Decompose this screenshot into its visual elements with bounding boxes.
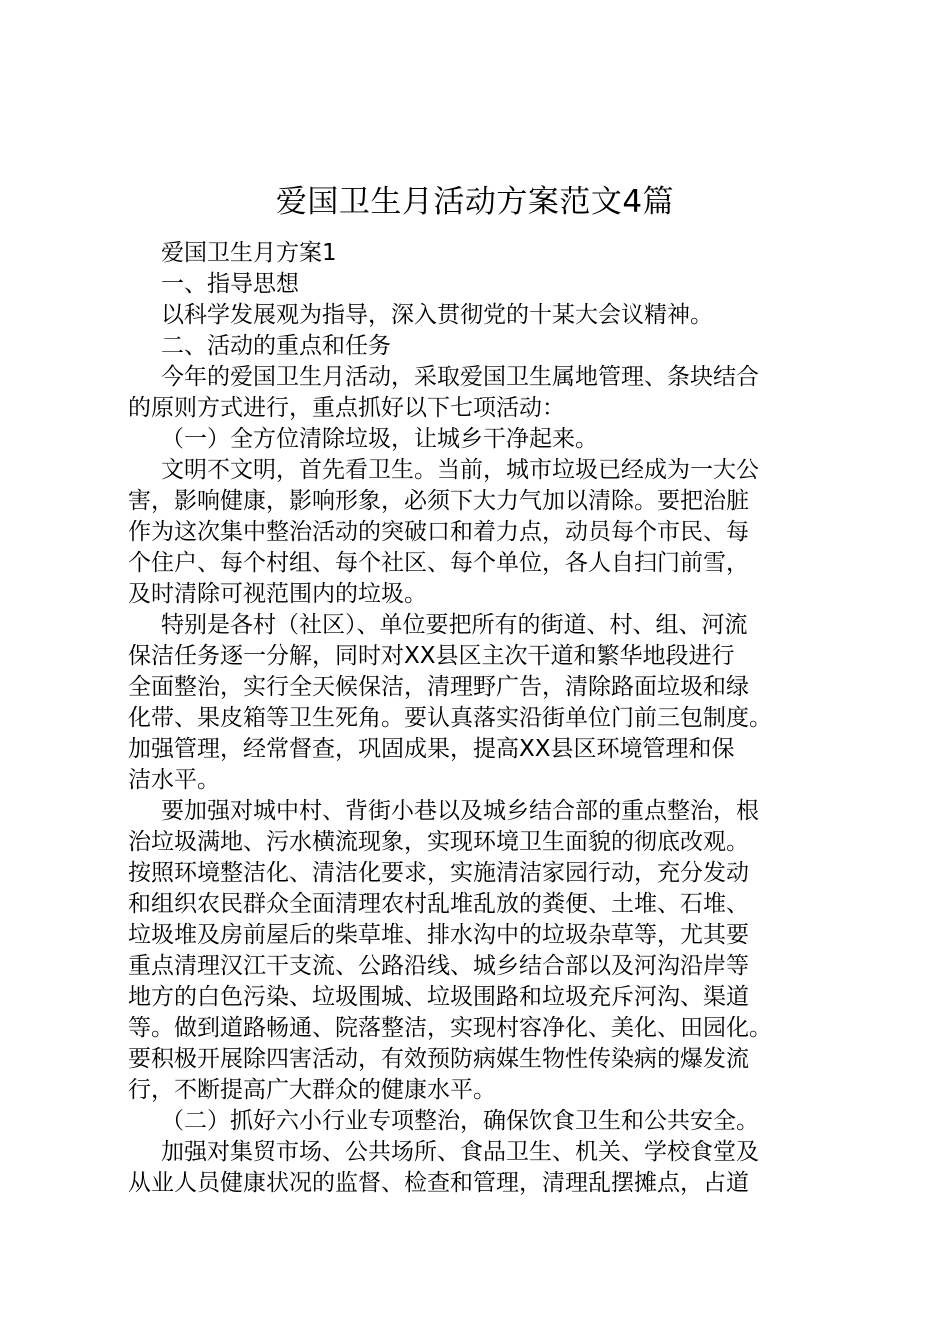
text-line: 二、活动的重点和任务 <box>161 333 391 359</box>
text-line: 以科学发展观为指导，深入贯彻党的十某大会议精神。 <box>161 302 713 328</box>
text-line: 加强管理，经常督查，巩固成果，提高XX县区环境管理和保 <box>128 736 735 762</box>
text-line: 和组织农民群众全面清理农村乱堆乱放的粪便、土堆、石堆、 <box>128 891 749 917</box>
text-line: 治垃圾满地、污水横流现象，实现环境卫生面貌的彻底改观。 <box>128 829 749 855</box>
text-line: 按照环境整洁化、清洁化要求，实施清洁家园行动，充分发动 <box>128 860 749 886</box>
text-line: 的原则方式进行，重点抓好以下七项活动： <box>128 395 565 421</box>
text-line: 重点清理汉江干支流、公路沿线、城乡结合部以及河沟沿岸等 <box>128 953 749 979</box>
text-line: 全面整治，实行全天候保洁，清理野广告，清除路面垃圾和绿 <box>128 674 749 700</box>
text-line: 害，影响健康，影响形象，必须下大力气加以清除。要把治脏 <box>128 488 749 514</box>
text-line: 要加强对城中村、背街小巷以及城乡结合部的重点整治，根 <box>161 798 759 824</box>
document-title: 爱国卫生月活动方案范文4篇 <box>275 184 675 220</box>
text-line: 等。做到道路畅通、院落整洁，实现村容净化、美化、田园化。 <box>128 1015 772 1041</box>
text-line: 地方的白色污染、垃圾围城、垃圾围路和垃圾充斥河沟、渠道 <box>128 984 749 1010</box>
text-line: 从业人员健康状况的监督、检查和管理，清理乱摆摊点，占道 <box>128 1170 749 1196</box>
text-line: 今年的爱国卫生月活动，采取爱国卫生属地管理、条块结合 <box>161 364 759 390</box>
text-line: 化带、果皮箱等卫生死角。要认真落实沿街单位门前三包制度。 <box>128 705 772 731</box>
text-line: 及时清除可视范围内的垃圾。 <box>128 581 427 607</box>
text-line: （一）全方位清除垃圾，让城乡干净起来。 <box>161 426 598 452</box>
text-line: 行，不断提高广大群众的健康水平。 <box>128 1077 496 1103</box>
text-line: 特别是各村（社区）、单位要把所有的街道、村、组、河流 <box>161 612 748 638</box>
text-line: 保洁任务逐一分解，同时对XX县区主次干道和繁华地段进行 <box>128 643 735 669</box>
document-body <box>128 238 828 1199</box>
text-line: 垃圾堆及房前屋后的柴草堆、排水沟中的垃圾杂草等，尤其要 <box>128 922 749 948</box>
text-line: 加强对集贸市场、公共场所、食品卫生、机关、学校食堂及 <box>161 1139 759 1165</box>
text-line: 要积极开展除四害活动，有效预防病媒生物性传染病的爆发流 <box>128 1046 749 1072</box>
text-line: 文明不文明，首先看卫生。当前，城市垃圾已经成为一大公 <box>161 457 759 483</box>
text-line: （二）抓好六小行业专项整治，确保饮食卫生和公共安全。 <box>161 1108 759 1134</box>
text-line: 作为这次集中整治活动的突破口和着力点，动员每个市民、每 <box>128 519 749 545</box>
text-line: 爱国卫生月方案1 <box>161 240 337 266</box>
text-line: 一、指导思想 <box>161 271 299 297</box>
text-line: 个住户、每个村组、每个社区、每个单位，各人自扫门前雪， <box>128 550 749 576</box>
text-line: 洁水平。 <box>128 767 220 793</box>
